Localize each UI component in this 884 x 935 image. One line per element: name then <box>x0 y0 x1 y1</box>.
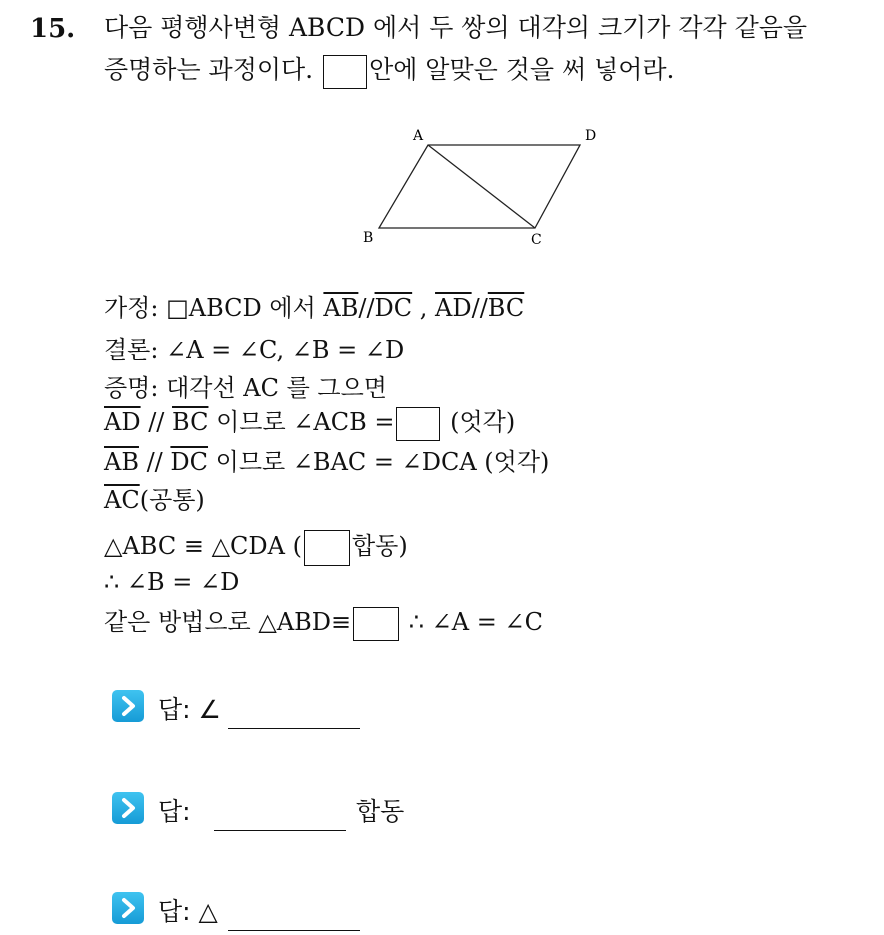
proof-text: 이므로 ∠ACB = <box>208 408 395 436</box>
proof-text: △ABC ≡ △CDA ( <box>104 532 302 560</box>
proof-start-line: 증명: 대각선 AC 를 그으면 <box>104 374 387 402</box>
question-number: 15. <box>30 14 76 44</box>
parallelogram-shape <box>379 145 580 228</box>
assumption-prefix: 가정: □ABCD 에서 <box>104 294 324 322</box>
proof-line-therefore: ∴ ∠B = ∠D <box>104 568 240 596</box>
blank-box <box>353 607 399 641</box>
segment-bc: $\overline{BC}$ <box>172 408 209 436</box>
answer-blank-3[interactable] <box>228 930 360 931</box>
segment-dc: $\overline{DC}$ <box>374 294 413 322</box>
segment-ad: $\overline{AD}$ <box>104 408 141 436</box>
proof-line-alt-angle-1 <box>104 402 515 441</box>
answer-blank-2[interactable] <box>214 830 346 831</box>
answer-arrow-icon <box>112 792 144 824</box>
segment-ab: $\overline{AB}$ <box>104 448 139 476</box>
parallel-sign: // <box>358 294 375 322</box>
answer-arrow-icon <box>112 892 144 924</box>
vertex-label-b: B <box>363 230 374 246</box>
blank-box <box>323 55 367 89</box>
proof-text: 같은 방법으로 △ABD≡ <box>104 608 352 636</box>
proof-text: 합동) <box>352 532 408 560</box>
proof-text: (엇각) <box>442 408 516 436</box>
blank-box <box>396 407 440 441</box>
question-text-line1: 다음 평행사변형 ABCD 에서 두 쌍의 대각의 크기가 각각 같음을 <box>104 13 808 42</box>
answer-arrow-icon <box>112 690 144 722</box>
vertex-label-c: C <box>531 232 542 248</box>
answer-label-3: 답: △ <box>158 897 218 926</box>
proof-line-congruence <box>104 526 408 566</box>
answer-blank-1[interactable] <box>228 728 360 729</box>
vertex-label-a: A <box>413 128 424 144</box>
question-text-line2-start: 증명하는 과정이다. <box>104 55 314 84</box>
segment-dc: $\overline{DC}$ <box>170 448 209 476</box>
answer-suffix-2: 합동 <box>356 797 405 826</box>
segment-ad: $\overline{AD}$ <box>435 294 472 322</box>
vertex-label-d: D <box>585 128 597 144</box>
parallelogram-figure <box>355 122 595 252</box>
proof-line-common <box>104 480 205 515</box>
parallel-sign: // <box>471 294 488 322</box>
segment-ab: $\overline{AB}$ <box>323 294 359 322</box>
proof-line-alt-angle-2 <box>104 442 549 477</box>
proof-text: ∴ ∠A = ∠C <box>401 608 543 636</box>
assumption-line <box>104 288 524 323</box>
conclusion-line: 결론: ∠A = ∠C, ∠B = ∠D <box>104 336 405 364</box>
blank-box <box>304 530 350 566</box>
proof-text: 이므로 ∠BAC = ∠DCA (엇각) <box>208 448 550 476</box>
parallel-sign: // <box>138 448 171 476</box>
question-text-line2-end: 안에 알맞은 것을 써 넣어라. <box>369 55 675 84</box>
diagonal-ac <box>428 145 535 228</box>
segment-bc: $\overline{BC}$ <box>487 294 525 322</box>
proof-line-same-method <box>104 602 543 641</box>
answer-label-2: 답: <box>158 797 191 826</box>
question-text-line2 <box>104 50 674 90</box>
segment-ac: $\overline{AC}$ <box>104 486 140 514</box>
answer-label-1: 답: ∠ <box>158 695 221 724</box>
comma: , <box>412 294 436 322</box>
proof-text: (공통) <box>139 486 205 514</box>
parallel-sign: // <box>140 408 173 436</box>
